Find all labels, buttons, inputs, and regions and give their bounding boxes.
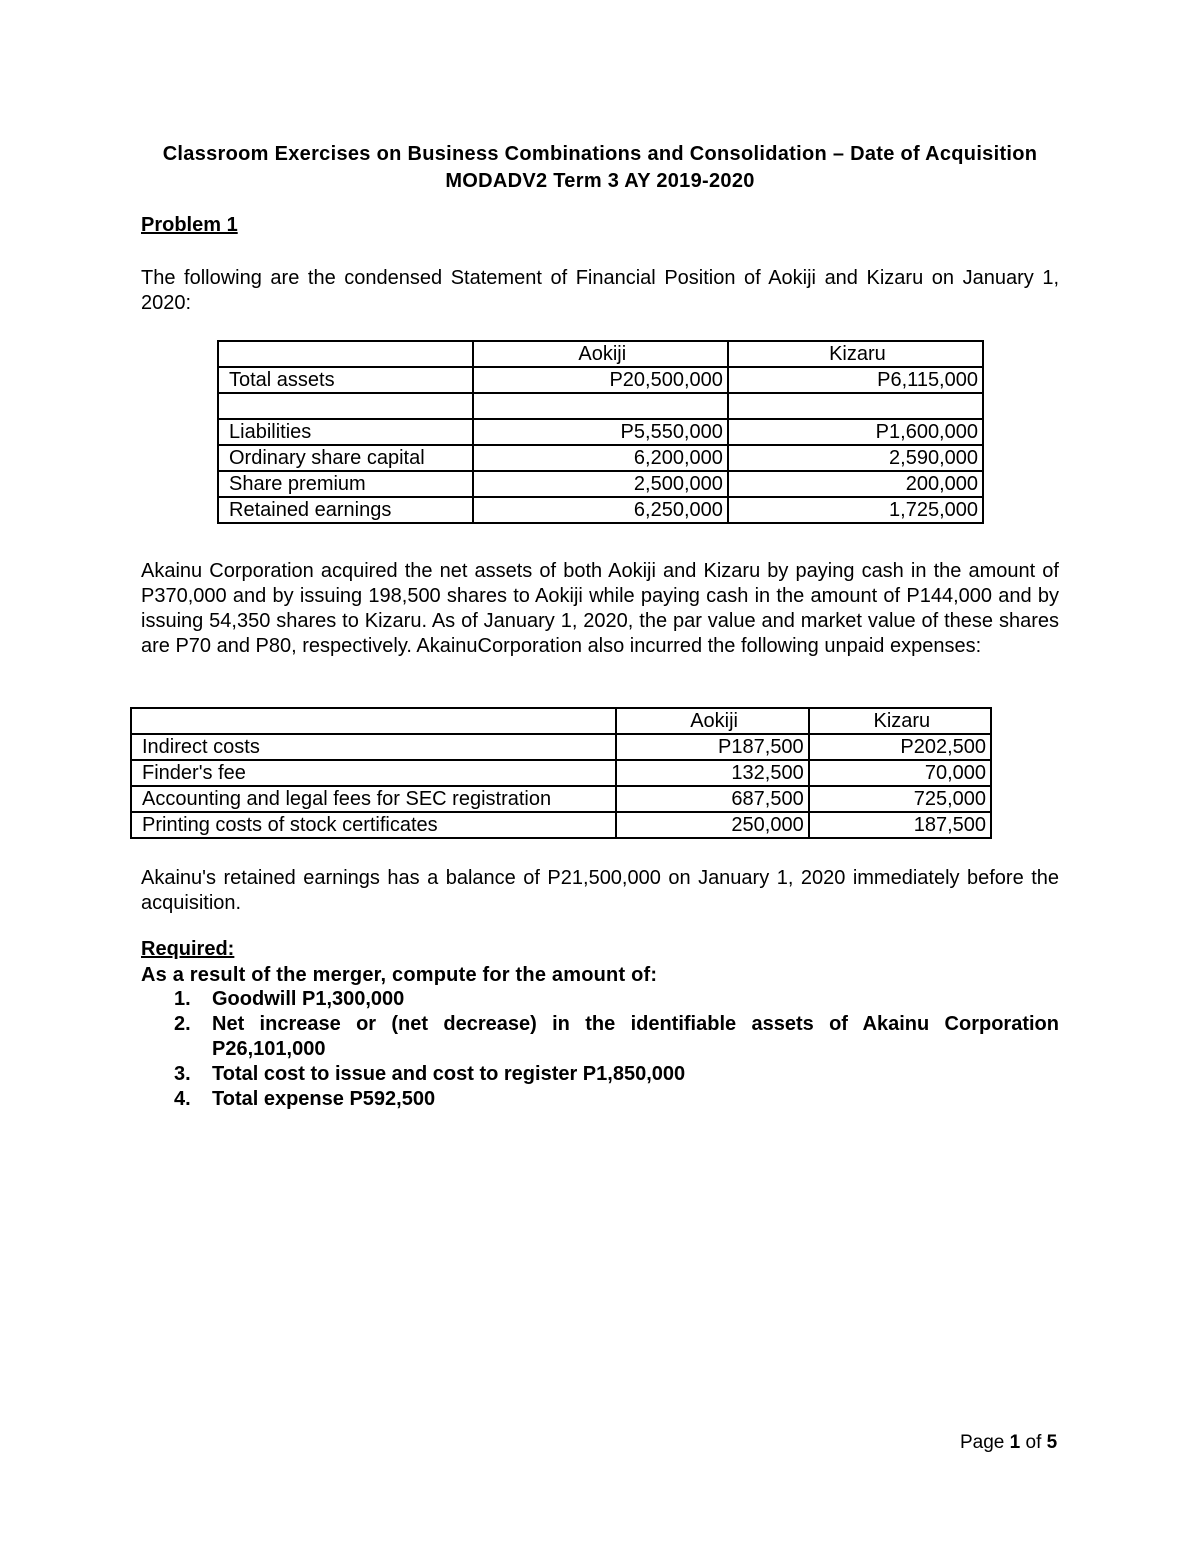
table-row (131, 786, 991, 812)
list-item (141, 1012, 1059, 1062)
aokiji-value (473, 393, 728, 419)
intro-paragraph: The following are the condensed Statement of Financial Position of Aokiji and Kizaru on January 1, 2020: (141, 267, 1059, 314)
item-text: Total expense P592,500 (212, 1088, 436, 1110)
list-item (141, 1087, 1059, 1112)
aokiji-value: 250,000 (616, 812, 809, 838)
required-list (141, 987, 1059, 1112)
aokiji-value: 2,500,000 (473, 471, 728, 497)
title-line-1: Classroom Exercises on Business Combinations and Consolidation – Date of Acquisition (162, 143, 1038, 165)
aokiji-value: 6,250,000 (473, 497, 728, 523)
expense-table (130, 707, 992, 839)
row-label: Printing costs of stock certificates (131, 812, 616, 838)
table-row (131, 812, 991, 838)
kizaru-value: 70,000 (809, 760, 991, 786)
row-label: Indirect costs (131, 734, 616, 760)
row-label: Ordinary share capital (218, 445, 473, 471)
sfp-header-blank (218, 341, 473, 367)
sfp-header-aokiji: Aokiji (473, 341, 728, 367)
table-row (218, 445, 983, 471)
aokiji-value: 132,500 (616, 760, 809, 786)
table-row (218, 367, 983, 393)
row-label: Share premium (218, 471, 473, 497)
kizaru-value: 200,000 (728, 471, 983, 497)
kizaru-value: P6,115,000 (728, 367, 983, 393)
item-number: 3. (174, 1063, 191, 1085)
aokiji-value: P20,500,000 (473, 367, 728, 393)
kizaru-value (728, 393, 983, 419)
row-label (218, 393, 473, 419)
kizaru-value: 725,000 (809, 786, 991, 812)
table-row (218, 393, 983, 419)
kizaru-value: 2,590,000 (728, 445, 983, 471)
aokiji-value: P5,550,000 (473, 419, 728, 445)
document-title (140, 141, 1060, 195)
row-label: Accounting and legal fees for SEC registration (131, 786, 616, 812)
sfp-header-kizaru: Kizaru (728, 341, 983, 367)
total-pages: 5 (1046, 1432, 1058, 1453)
page-number: 1 (1009, 1432, 1021, 1453)
list-item (141, 1062, 1059, 1087)
problem-heading: Problem 1 (141, 214, 238, 236)
expense-header-row (131, 708, 991, 734)
list-item (141, 987, 1059, 1012)
table-row (218, 419, 983, 445)
page-footer (960, 1432, 1057, 1454)
aokiji-value: 6,200,000 (473, 445, 728, 471)
title-line-2: MODADV2 Term 3 AY 2019-2020 (445, 170, 755, 192)
required-label: Required: (141, 938, 235, 960)
of-word: of (1025, 1432, 1042, 1453)
sfp-table (217, 340, 984, 524)
item-text: Goodwill P1,300,000 (212, 988, 405, 1010)
retained-earnings-paragraph: Akainu's retained earnings has a balance of P21,500,000 on January 1, 2020 immediately before the acquisition. (141, 867, 1059, 914)
acquisition-paragraph: Akainu Corporation acquired the net assets of both Aokiji and Kizaru by paying cash in the amount of P370,000 and by issuing 198,500 shares to Aokiji while paying cash in the amount of P144,000 and by issuing 54,350 shares to Kizaru. As of January 1, 2020, the par value and market value of these shares are P70 and P80, respectively. AkainuCorporation also incurred the following unpaid expenses: (141, 560, 1059, 657)
row-label: Finder's fee (131, 760, 616, 786)
table-row (131, 760, 991, 786)
page-word: Page (960, 1432, 1005, 1453)
aokiji-value: 687,500 (616, 786, 809, 812)
required-intro: As a result of the merger, compute for the amount of: (141, 964, 658, 986)
row-label: Total assets (218, 367, 473, 393)
kizaru-value: 1,725,000 (728, 497, 983, 523)
expense-header-kizaru: Kizaru (809, 708, 991, 734)
table-row (218, 497, 983, 523)
item-text: Total cost to issue and cost to register P1,850,000 (212, 1063, 686, 1085)
kizaru-value: P1,600,000 (728, 419, 983, 445)
aokiji-value: P187,500 (616, 734, 809, 760)
item-number: 2. (174, 1013, 191, 1035)
item-text: Net increase or (net decrease) in the identifiable assets of Akainu Corporation P26,101,000 (212, 1013, 1059, 1060)
expense-header-blank (131, 708, 616, 734)
table-row (218, 471, 983, 497)
kizaru-value: P202,500 (809, 734, 991, 760)
item-number: 4. (174, 1088, 191, 1110)
row-label: Retained earnings (218, 497, 473, 523)
row-label: Liabilities (218, 419, 473, 445)
sfp-header-row (218, 341, 983, 367)
expense-header-aokiji: Aokiji (616, 708, 809, 734)
table-row (131, 734, 991, 760)
kizaru-value: 187,500 (809, 812, 991, 838)
item-number: 1. (174, 988, 191, 1010)
